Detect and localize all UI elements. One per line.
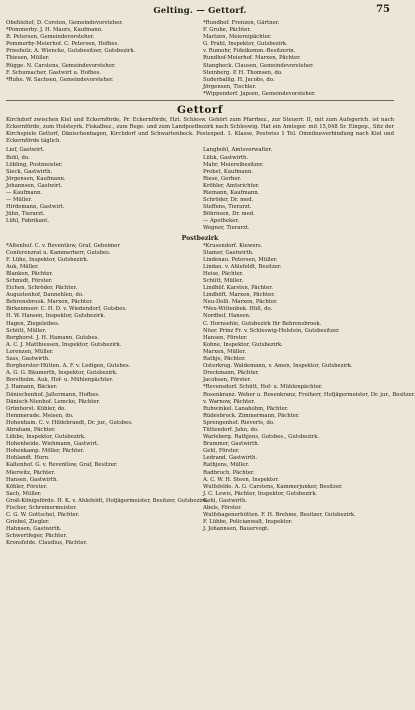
directory-entry: Johannsen, Gastwirt. bbox=[6, 182, 63, 189]
directory-entry: Hohenkamp. Möller, Pächter. bbox=[6, 448, 85, 455]
directory-entry: Gehl, Gastwirth. bbox=[203, 497, 248, 504]
directory-entry: Marxen, Müller. bbox=[203, 348, 247, 355]
directory-entry: Lindhöft. Marxen, Pächter. bbox=[203, 292, 275, 299]
directory-entry: Jörgensen, Kaufmann. bbox=[6, 175, 66, 182]
directory-entry: F. Lühe, Inspektor, Gutsbezirk. bbox=[6, 256, 89, 263]
directory-entry: *Krusendorf. Kiewers. bbox=[203, 242, 263, 249]
directory-entry: Hansen, Gastwirth. bbox=[6, 476, 59, 483]
directory-entry: Hansen, Förster. bbox=[203, 334, 248, 341]
directory-entry: Schütt, Müller. bbox=[6, 327, 47, 334]
directory-entry: — Apotheker. bbox=[203, 218, 240, 225]
directory-entry: Mierwitz, Pächter. bbox=[6, 469, 56, 476]
directory-entry: Obehlehof, D. Corsten, Gemeindevorsteher. bbox=[6, 20, 123, 26]
directory-entry: Griebel, Ziegler. bbox=[6, 519, 50, 526]
directory-entry: Hohenhain. C. v. Hildebrandt, Dr. jur., Gutsbes. bbox=[6, 419, 133, 426]
directory-entry: Rundhof-Meierhof. Marxen, Pächter. bbox=[203, 55, 301, 62]
directory-entry: Wulfshagenerhütten. F. H. Brehme, Besitzer, Gutsbezirk. bbox=[203, 512, 356, 519]
directory-entry: Martzen, Meiereipächter. bbox=[203, 34, 272, 41]
directory-entry: Langbohl, Amtsverwalter. bbox=[203, 147, 273, 154]
directory-entry: G. Prahl, Inspektor, Gutsbezirk. bbox=[203, 41, 288, 48]
directory-entry: R. Petersen, Gemeindevorsteher. bbox=[6, 34, 95, 41]
directory-entry: Hemmerade. Meisen, do. bbox=[6, 412, 74, 419]
directory-entry: Grünhorst. Kühler, do. bbox=[6, 405, 66, 412]
directory-entry: Köhler, Förster. bbox=[6, 483, 48, 490]
directory-entry: A. C. J. Matthiessen, Inspektor, Gutsbezirk. bbox=[6, 341, 122, 348]
directory-entry: Stangheck. Clausen, Gemeindevorsteher. bbox=[203, 62, 314, 69]
directory-entry: Dänisch-Nienhof. Lemcke, Pächter. bbox=[6, 398, 101, 405]
directory-entry: Rathjens, Müller. bbox=[203, 462, 250, 469]
directory-entry: Abraham, Pächter. bbox=[6, 426, 56, 433]
directory-entry: Ledrand, Gastwirth. bbox=[203, 455, 258, 462]
directory-entry: Auk, Müller. bbox=[6, 263, 39, 270]
top-entries-left bbox=[6, 20, 197, 98]
directory-entry: F. Schumacher, Gastwirt u. Hofbes. bbox=[6, 69, 101, 76]
top-entries bbox=[6, 20, 394, 98]
directory-entry: v. Rumohr, Fideikomm.-Besitzerin. bbox=[203, 48, 296, 55]
directory-entry: Böhrnsen, Dr. med. bbox=[203, 211, 255, 218]
directory-entry: J. C. Lewis, Pächter, Inspektor, Gutsbezirk. bbox=[203, 490, 318, 497]
directory-entry: Mahr, Meiereibesitzer. bbox=[203, 161, 264, 168]
directory-entry: *Altenhof. C. v. Reventlow, Graf, Geheimer bbox=[6, 242, 120, 249]
directory-entry: Hirdemann, Gastwirt. bbox=[6, 204, 65, 211]
directory-entry: Kaltenhof. G. v. Reventlow, Graf, Besitzer. bbox=[6, 462, 118, 469]
directory-entry: *Revensdorf. Schütt, Hof- u. Mühlenpächter. bbox=[203, 384, 323, 391]
directory-entry: J. Hamann, Bäcker. bbox=[6, 384, 58, 391]
directory-entry: *Rundhof. Frenzen, Gärtner. bbox=[203, 20, 280, 26]
directory-entry: Osterkrug. Waldemann, v. Amen, Inspektor, Gutsbezirk. bbox=[203, 363, 353, 370]
directory-entry: Dänischenhof. Jaltermann, Hofbes. bbox=[6, 391, 100, 398]
directory-entry: Hahnsen, Gastwirth. bbox=[6, 526, 62, 533]
directory-entry: Kohne, Inspektor, Gutsbezirk. bbox=[203, 341, 283, 348]
directory-entry: Suderballig. H. Jacobs, do. bbox=[203, 76, 275, 83]
directory-entry: Pommerby-Meierhof. C. Petersen, Hofbes. bbox=[6, 41, 119, 48]
directory-entry: Lief, Gastwirt. bbox=[6, 147, 45, 154]
page-number: 75 bbox=[376, 4, 390, 15]
directory-entry: Nordhof, Hansen. bbox=[203, 313, 251, 320]
directory-entry: Schütt, Müller. bbox=[203, 278, 244, 284]
directory-entry: H. W. Hansen, Inspektor, Gutsbezirk. bbox=[6, 313, 106, 320]
running-head: Gelting. — Gettorf. bbox=[153, 6, 247, 16]
district-entries bbox=[6, 242, 415, 548]
directory-entry: Schmidt, Förster. bbox=[6, 278, 53, 284]
directory-entry: Riemann, Kaufmann. bbox=[203, 189, 260, 196]
directory-entry: *Ruhe. W. Sachsen, Gemeindevorsteher. bbox=[6, 76, 114, 83]
directory-entry: Lindau. v. Ahlefeldt, Besitzer. bbox=[203, 263, 282, 270]
directory-entry: J. Johannsen, Bauervogt. bbox=[203, 526, 269, 533]
directory-entry: Priesholz. A. Wiencke, Gutsbesitzer, Gutsbezirk. bbox=[6, 48, 136, 55]
directory-entry: Borstholm. Auk, Hof- u. Mühlenpächter. bbox=[6, 377, 114, 384]
directory-entry: Riese, Gerber. bbox=[203, 175, 242, 182]
section-title: Gettorf bbox=[177, 104, 223, 117]
directory-entry: Heise, Pächter. bbox=[203, 270, 244, 277]
directory-entry: Rüdesbrock. Zimmermann, Pächter. bbox=[203, 412, 300, 419]
district-entries-right bbox=[203, 242, 415, 548]
directory-entry: Jacobsen, Förster. bbox=[203, 377, 252, 384]
directory-entry: Conferenzrat u. Kammerherr, Gutsbes. bbox=[6, 249, 111, 256]
directory-entry: Hagen, Ziegeleibes. bbox=[6, 320, 60, 327]
directory-entry: F. Gruhe, Pächter. bbox=[203, 27, 252, 34]
directory-entry: Thiesen, Müller. bbox=[6, 55, 50, 62]
directory-entry: Brammer, Gastwirth. bbox=[203, 441, 260, 448]
district-entries-left bbox=[6, 242, 209, 548]
town-entries bbox=[6, 147, 394, 232]
directory-entry: Wulfsfelde. A. G. Carstens, Kammerjunker, Besitzer. bbox=[203, 483, 343, 490]
town-entries-left bbox=[6, 147, 197, 232]
directory-entry: Sieck, Gastwirth. bbox=[6, 168, 53, 175]
directory-entry: Lühk, Gastwirth. bbox=[203, 154, 249, 161]
directory-entry: Löbling, Postmeister. bbox=[6, 161, 63, 168]
directory-entry: Hohlandt. Horn. bbox=[6, 455, 50, 462]
directory-entry: C. Hornsehle, Gutsbezirk für Behrensbrook. bbox=[203, 320, 322, 327]
directory-entry: Kröhler, Amtsrichter. bbox=[203, 182, 260, 189]
directory-entry: Nöer. Prinz Fr. v. Schleswig-Holstein, Gutsbesitzer. bbox=[203, 327, 340, 334]
directory-entry: Steinberg. P. H. Thomsen, do. bbox=[203, 69, 283, 76]
directory-entry: Schwertfeger, Pächter. bbox=[6, 533, 68, 540]
directory-entry: Gehl, Förster. bbox=[203, 448, 240, 455]
directory-entry: v. Warnow, Pächter. bbox=[203, 398, 256, 405]
top-entries-right bbox=[203, 20, 394, 98]
directory-entry: Lübbe, Inspektor, Gutsbezirk. bbox=[6, 434, 86, 441]
directory-entry: Lindenau. Petersen, Müller. bbox=[203, 256, 278, 263]
directory-entry: Warleberg. Rathjens, Gutsbes., Gutsbezirk. bbox=[203, 434, 320, 441]
directory-entry: F. Lübbe, Policianwalt, Inspektor. bbox=[203, 519, 293, 526]
directory-entry: Rathje, Pächter. bbox=[203, 356, 246, 363]
directory-entry: Probst, Kaufmann. bbox=[203, 168, 254, 175]
directory-entry: Augustenhof, Dannehlen, do. bbox=[6, 292, 84, 299]
directory-entry: Schröder, Dr. med. bbox=[203, 197, 254, 204]
directory-entry: C. G. W. Gottschel, Pächter. bbox=[6, 512, 80, 519]
directory-entry: Sach, Müller. bbox=[6, 490, 42, 497]
directory-entry: Lühl, Fabrikant. bbox=[6, 218, 50, 225]
directory-entry: Wegner, Tierarzt. bbox=[203, 225, 250, 232]
directory-entry: Sass, Gastwirth. bbox=[6, 356, 50, 363]
directory-entry: Fischer, Schreinermeister. bbox=[6, 505, 77, 511]
directory-entry: Lindhöf. Karsten, Pächter. bbox=[203, 285, 273, 292]
directory-entry: Jühn, Tierarzt. bbox=[6, 211, 45, 218]
directory-entry: — Müller. bbox=[6, 197, 32, 204]
subsection-title: Postbezirk bbox=[181, 234, 219, 242]
directory-entry: Steffens, Tierarzt. bbox=[203, 204, 252, 211]
directory-entry: Bohl, do. bbox=[6, 154, 30, 161]
directory-entry: A. C. W. H. Steen, Inspektor. bbox=[203, 476, 280, 483]
directory-entry: Groß-Königsförde. H. K. v. Ahlefeldt, Hofjägermeister, Besitzer, Gutsbezirk. bbox=[6, 497, 209, 504]
directory-entry: Abels, Förster. bbox=[203, 505, 242, 511]
directory-entry: Radbruch, Pächter. bbox=[203, 469, 255, 476]
directory-entry: Blanken, Pächter. bbox=[6, 270, 54, 277]
directory-entry: *Pommerby. J. H. Maurs, Kaufmann. bbox=[6, 27, 103, 34]
directory-entry: Jörgensen, Tischler. bbox=[203, 83, 257, 90]
directory-entry: Borghorster-Hütten. A. F. v. Ledigen, Gutsbes. bbox=[6, 363, 131, 370]
directory-entry: Stamer, Gastwirth. bbox=[203, 249, 254, 256]
directory-entry: Birkenmoor. C. H. D. v. Wiedendorf, Gutsbes. bbox=[6, 306, 127, 313]
directory-entry: Sprengenhof. Rieverts, do. bbox=[203, 419, 275, 426]
directory-entry: Tüttendorf. Jahn, do. bbox=[203, 426, 259, 433]
town-entries-right bbox=[203, 147, 394, 232]
directory-entry: — Kaufmann. bbox=[6, 189, 43, 196]
directory-entry: Ruhwinkel. Lanahohm, Pächter. bbox=[203, 405, 289, 412]
directory-entry: A. G. G. Bäumerth, Inspektor, Gutsbezirk. bbox=[6, 370, 118, 377]
directory-entry: Behrensbrook. Marxen, Pächter. bbox=[6, 299, 93, 306]
directory-entry: Rosenkranz. Weber u. Rosenkranz, Freiherr, Hofjägermeister, Dr. jur., Besitzer. bbox=[203, 391, 415, 398]
directory-entry: Borghorst. J. H. Hamann, Gutsbes. bbox=[6, 334, 99, 341]
directory-entry: *Wippendorf. Japsen, Gemeindevorsteher. bbox=[203, 90, 316, 97]
section-divider bbox=[6, 100, 394, 101]
directory-entry: Rügge. N. Carstens, Gemeindevorsteher. bbox=[6, 62, 116, 69]
directory-entry: Kronsfelde. Claudius, Pächter. bbox=[6, 540, 88, 547]
directory-entry: Lorenzen, Müller. bbox=[6, 348, 54, 355]
page-header bbox=[6, 4, 394, 20]
section-intro: Kirchdorf zwischen Kiel und Eckernförde, Pr. Eckernförde, Hzt. Schlesw. Gehört zum Pfarrbez., zur Steuerr. II, mit zum Aufsgerich. ist nach Eckernförde, zum Holsteyrk. Fiskalbez., zum Rege. und zum Landpostbezirk nach Schleswig. Hat ein Amtsger. mit 15,048 Sr. Eingep., Sitz der Kirchspiele Gettorf, Dänischenhagen, Kirchdorf und Schwartenbeck. Postexped. 1. Klasse, Postwiss 1 Tel. Omnibusverbindung nach Kiel und Eckernförde täglich. bbox=[6, 117, 394, 145]
directory-entry: Dreckmann, Pächter. bbox=[203, 370, 260, 377]
directory-entry: Hohenheide. Wiehmann, Gastwirt. bbox=[6, 441, 99, 448]
directory-entry: Neu-Dolli. Marxen, Pächter. bbox=[203, 299, 278, 306]
directory-entry: Eichen, Schröder, Pächter. bbox=[6, 285, 78, 292]
directory-entry: *Neu-Wittenbek. Hüll, do. bbox=[203, 306, 273, 313]
